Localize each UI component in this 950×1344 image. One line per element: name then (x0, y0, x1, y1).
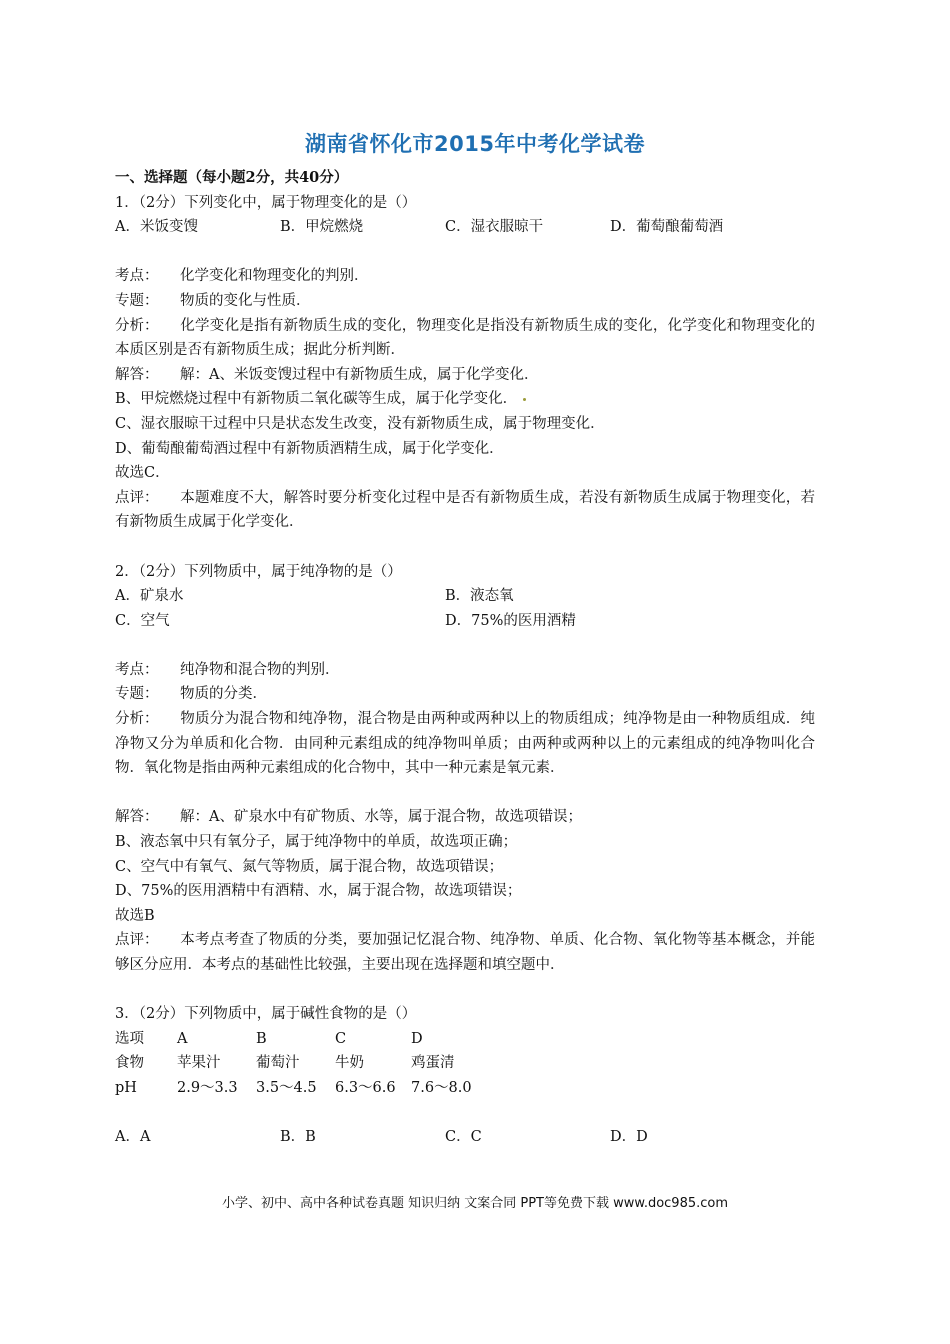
q1-option-d: D．葡萄酿葡萄酒 (610, 219, 724, 236)
q1-line-b: B、甲烷燃烧过程中有新物质二氧化碳等生成，属于化学变化． (115, 387, 815, 412)
q3-option-d: D．D (610, 1129, 648, 1146)
q1-dianping: 点评： 本题难度不大，解答时要分析变化过程中是否有新物质生成，若没有新物质生成属于物理变化，若有新物质生成属于化学变化． (115, 489, 815, 531)
q2-line-b: B、液态氧中只有氧分子，属于纯净物中的单质，故选项正确； (115, 834, 518, 851)
page-title: 湖南省怀化市2015年中考化学试卷 (305, 132, 645, 156)
q1-line-d: D、葡萄酿葡萄酒过程中有新物质酒精生成，属于化学变化． (115, 440, 504, 457)
q3-option-a: A．A (115, 1129, 151, 1146)
q2-option-a: A．矿泉水 (115, 588, 184, 605)
q1-zhuanti-label: 专题： (115, 292, 159, 309)
q2-options-row2 (115, 609, 815, 634)
q1-kaodian: 考点： 化学变化和物理变化的判别． (115, 264, 815, 289)
q3-option-b: B．B (280, 1129, 316, 1146)
q1-option-b: B．甲烷燃烧 (280, 219, 364, 236)
q2-dianping: 点评： 本考点考查了物质的分类，要加强记忆混合物、纯净物、单质、化合物、氧化物等基本概念，并能够区分应用．本考点的基础性比较强，主要出现在选择题和填空题中． (115, 932, 815, 974)
q2-jieda: 解答： 解：A、矿泉水中有矿物质、水等，属于混合物，故选项错误； (115, 809, 582, 826)
exam-content (115, 166, 815, 1150)
q2-option-d: D．75%的医用酒精 (445, 612, 576, 629)
q2-options-row1 (115, 584, 815, 609)
q2-line-c: C、空气中有氧气、氮气等物质，属于混合物，故选项错误； (115, 858, 504, 875)
q1-line-c: C、湿衣服晾干过程中只是状态发生改变，没有新物质生成，属于物理变化． (115, 415, 605, 432)
q2-line-d: D、75%的医用酒精中有酒精、水，属于混合物，故选项错误； (115, 883, 522, 900)
q2-kaodian: 考点： 纯净物和混合物的判别． (115, 661, 340, 678)
q2-stem: 2．（2分）下列物质中，属于纯净物的是（） (115, 563, 402, 580)
q3-options (115, 1125, 815, 1150)
section-heading: 一、选择题（每小题2分，共40分） (115, 169, 349, 186)
q1-answer: 故选C． (115, 465, 170, 482)
q2-option-c: C．空气 (115, 612, 170, 629)
footer-ad: 小学、初中、高中各种试卷真题 知识归纳 文案合同 PPT等免费下载 www.doc985.com (221, 1196, 729, 1211)
q3-option-c: C．C (445, 1129, 482, 1146)
q1-options (115, 215, 815, 240)
stray-dot (523, 398, 526, 401)
q2-fenxi: 分析： 物质分为混合物和纯净物，混合物是由两种或两种以上的物质组成；纯净物是由一种物质组成．纯净物又分为单质和化合物．由同种元素组成的纯净物叫单质；由两种或两种以上的元素组成的纯净物叫化合物．氧化物是指由两种元素组成的化合物中，其中一种元素是氧元素． (115, 711, 815, 777)
table-row: 食物 苹果汁 葡萄汁 牛奶 鸡蛋清 (115, 1055, 455, 1072)
q2-option-b: B．液态氧 (445, 588, 514, 605)
q1-jieda: 解答： 解：A、米饭变馊过程中有新物质生成，属于化学变化． (115, 366, 539, 383)
table-row: pH 2.9～3.3 3.5～4.5 6.3～6.6 7.6～8.0 (115, 1079, 472, 1096)
q1-option-c: C．湿衣服晾干 (445, 219, 544, 236)
q2-answer: 故选B (115, 907, 155, 924)
q1-option-a: A．米饭变馊 (115, 219, 198, 236)
q1-fenxi: 分析： 化学变化是指有新物质生成的变化，物理变化是指没有新物质生成的变化，化学变化和物理变化的本质区别是否有新物质生成；据此分析判断． (115, 317, 815, 359)
table-row: 选项 A B C D (115, 1030, 423, 1047)
q2-zhuanti: 专题： 物质的分类． (115, 686, 267, 703)
q1-stem: 1．（2分）下列变化中，属于物理变化的是（） (115, 194, 417, 211)
q1-zhuanti: 专题： 物质的变化与性质． (115, 289, 815, 314)
q1-kaodian-label: 考点： (115, 268, 159, 285)
q3-ph-table (115, 1027, 472, 1101)
q3-stem: 3．（2分）下列物质中，属于碱性食物的是（） (115, 1006, 417, 1023)
